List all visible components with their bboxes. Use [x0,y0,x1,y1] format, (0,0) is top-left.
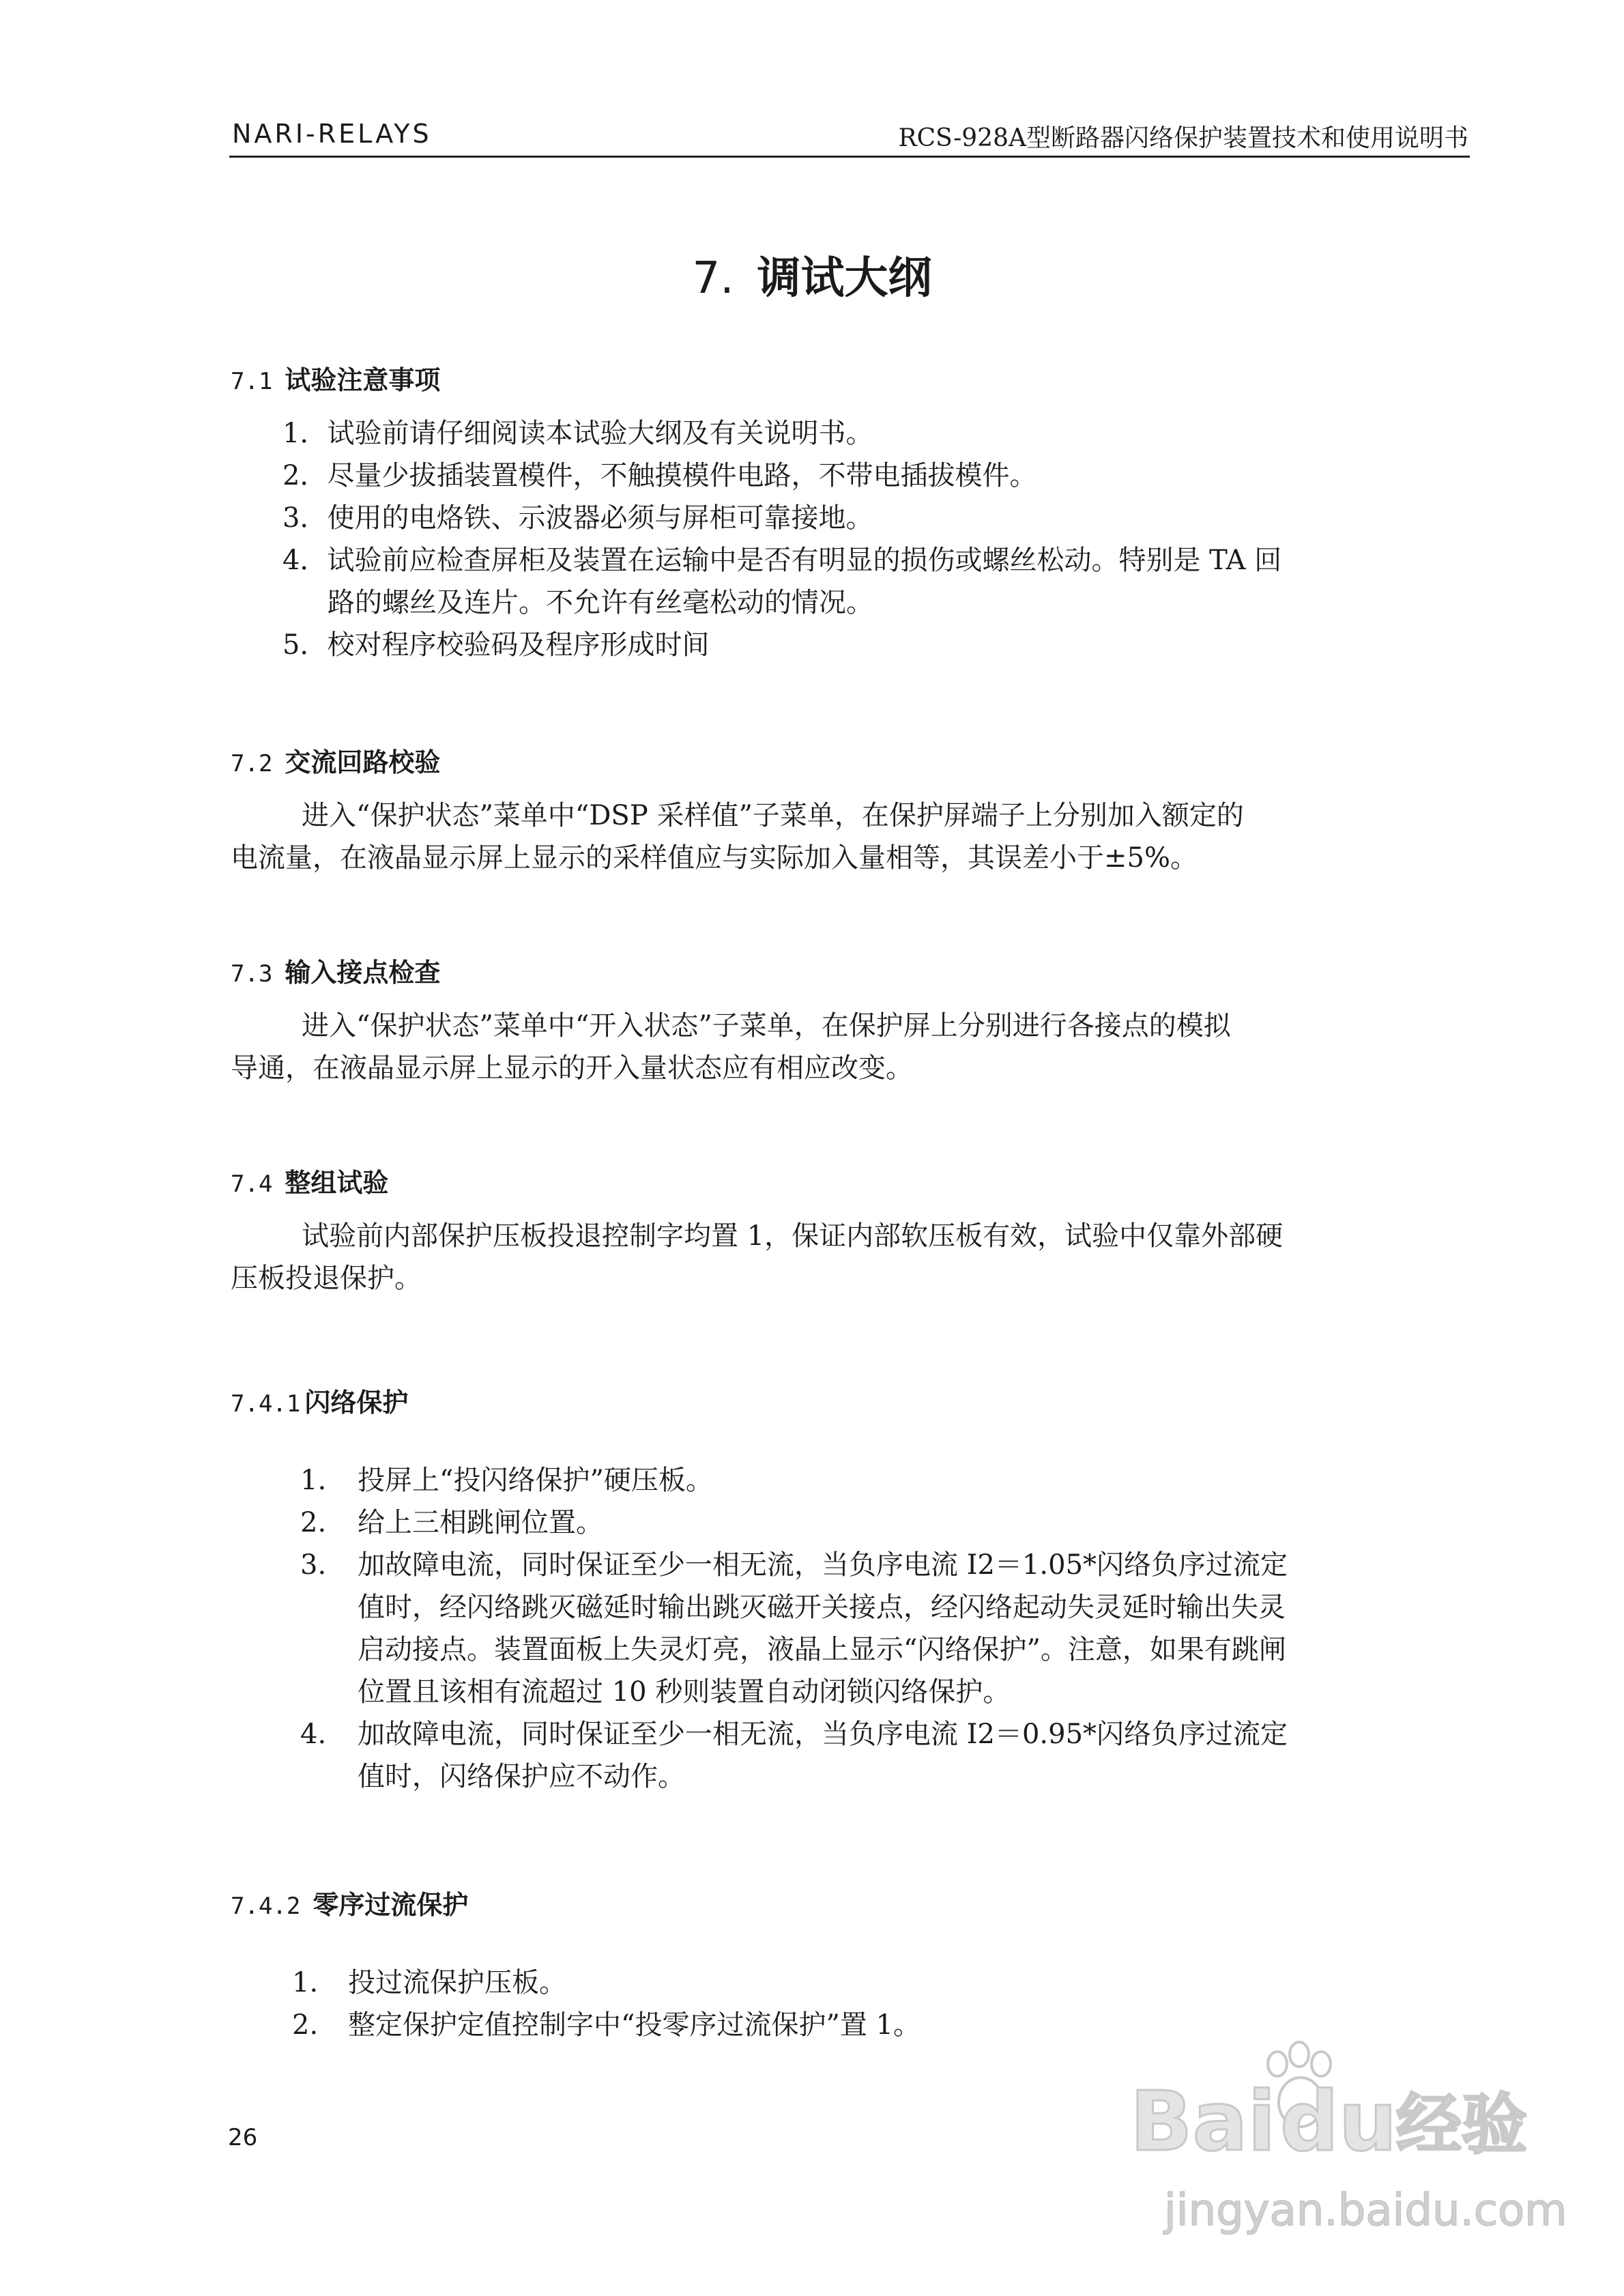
list-item: 投屏上“投闪络保护”硬压板。 [358,1465,713,1496]
section-title: 整组试验 [285,1168,389,1198]
paragraph-line: 电流量，在液晶显示屏上显示的采样值应与实际加入量相等，其误差小于±5%。 [231,842,1198,874]
page-number: 26 [228,2124,258,2151]
list-item-number: 3. [300,1549,327,1581]
section-title: 输入接点检查 [285,958,441,988]
svg-text:经验: 经验 [1396,2086,1527,2163]
section-heading-7-4-1 [231,1381,408,1419]
list-item-continuation: 值时，经闪络跳灭磁延时输出跳灭磁开关接点，经闪络起动失灵延时输出失灵 [358,1592,1286,1623]
paragraph [231,794,1470,879]
section-number: 7.2 [231,750,273,777]
header-doc-title: RCS-928A型断路器闪络保护装置技术和使用说明书 [898,124,1468,152]
page-header [229,115,1470,158]
list-item-number: 4. [300,1719,327,1750]
section-title: 试验注意事项 [285,365,441,395]
paragraph-line: 试验前内部保护压板投退控制字均置 1，保证内部软压板有效，试验中仅靠外部硬 [302,1220,1284,1252]
list-item: 4．试验前应检查屏柜及装置在运输中是否有明显的损伤或螺丝松动。特别是 TA 回 [282,545,1282,576]
section-number: 7.4.1 [231,1390,301,1418]
baidu-jingyan-watermark [1116,2020,1567,2252]
list-item: 3．使用的电烙铁、示波器必须与屏柜可靠接地。 [282,502,873,534]
paragraph [231,1005,1470,1089]
paragraph-line: 进入“保护状态”菜单中“开入状态”子菜单，在保护屏上分别进行各接点的模拟 [302,1010,1231,1042]
paragraph-line: 压板投退保护。 [231,1263,422,1294]
section-number: 7.1 [231,368,273,395]
section-title: 零序过流保护 [313,1890,469,1920]
list-item-number: 2. [292,2009,319,2041]
paragraph-line: 导通，在液晶显示屏上显示的开入量状态应有相应改变。 [231,1052,913,1084]
section-heading-7-4 [231,1162,388,1199]
list-item: 2．尽量少拔插装置模件，不触摸模件电路，不带电插拔模件。 [282,460,1037,491]
list-item: 整定保护定值控制字中“投零序过流保护”置 1。 [348,2009,921,2041]
list-item: 投过流保护压板。 [348,1967,566,1998]
svg-text:du: du [1280,2075,1397,2170]
list-item: 给上三相跳闸位置。 [358,1507,603,1538]
list-item-continuation: 值时，闪络保护应不动作。 [358,1761,685,1792]
header-company: NARI-RELAYS [232,119,432,149]
list-item-continuation: 启动接点。装置面板上失灵灯亮，液晶上显示“闪络保护”。注意，如果有跳闸 [358,1634,1286,1665]
svg-text:jingyan.baidu.com: jingyan.baidu.com [1164,2185,1567,2236]
section-number: 7.4.2 [231,1893,301,1920]
section-heading-7-4-2 [231,1884,468,1921]
list-item: 1．试验前请仔细阅读本试验大纲及有关说明书。 [282,418,873,449]
chapter-title-text: 调试大纲 [757,253,932,304]
list-item-continuation: 路的螺丝及连片。不允许有丝毫松动的情况。 [328,587,873,618]
watermark-logo-icon [1116,2020,1567,2252]
list-item-number: 2. [300,1507,327,1538]
list-item: 5．校对程序校验码及程序形成时间 [282,629,710,661]
section-title: 闪络保护 [304,1388,409,1418]
chapter-number: 7. [692,253,734,304]
list-item: 加故障电流，同时保证至少一相无流，当负序电流 I2＝0.95*闪络负序过流定 [358,1719,1288,1750]
list-item-continuation: 位置且该相有流超过 10 秒则装置自动闭锁闪络保护。 [358,1676,1011,1708]
section-number: 7.4 [231,1171,273,1198]
section-heading-7-3 [231,951,440,989]
paragraph [231,1215,1470,1300]
svg-text:Bai: Bai [1130,2075,1276,2170]
section-title: 交流回路校验 [285,747,441,777]
list-item: 加故障电流，同时保证至少一相无流，当负序电流 I2＝1.05*闪络负序过流定 [358,1549,1288,1581]
section-heading-7-1 [231,359,440,397]
section-number: 7.3 [231,960,273,988]
list-item-number: 1. [292,1967,319,1998]
paragraph-line: 进入“保护状态”菜单中“DSP 采样值”子菜单，在保护屏端子上分别加入额定的 [302,800,1244,831]
section-heading-7-2 [231,741,440,779]
chapter-title [0,243,1624,306]
list-item-number: 1. [300,1465,327,1496]
